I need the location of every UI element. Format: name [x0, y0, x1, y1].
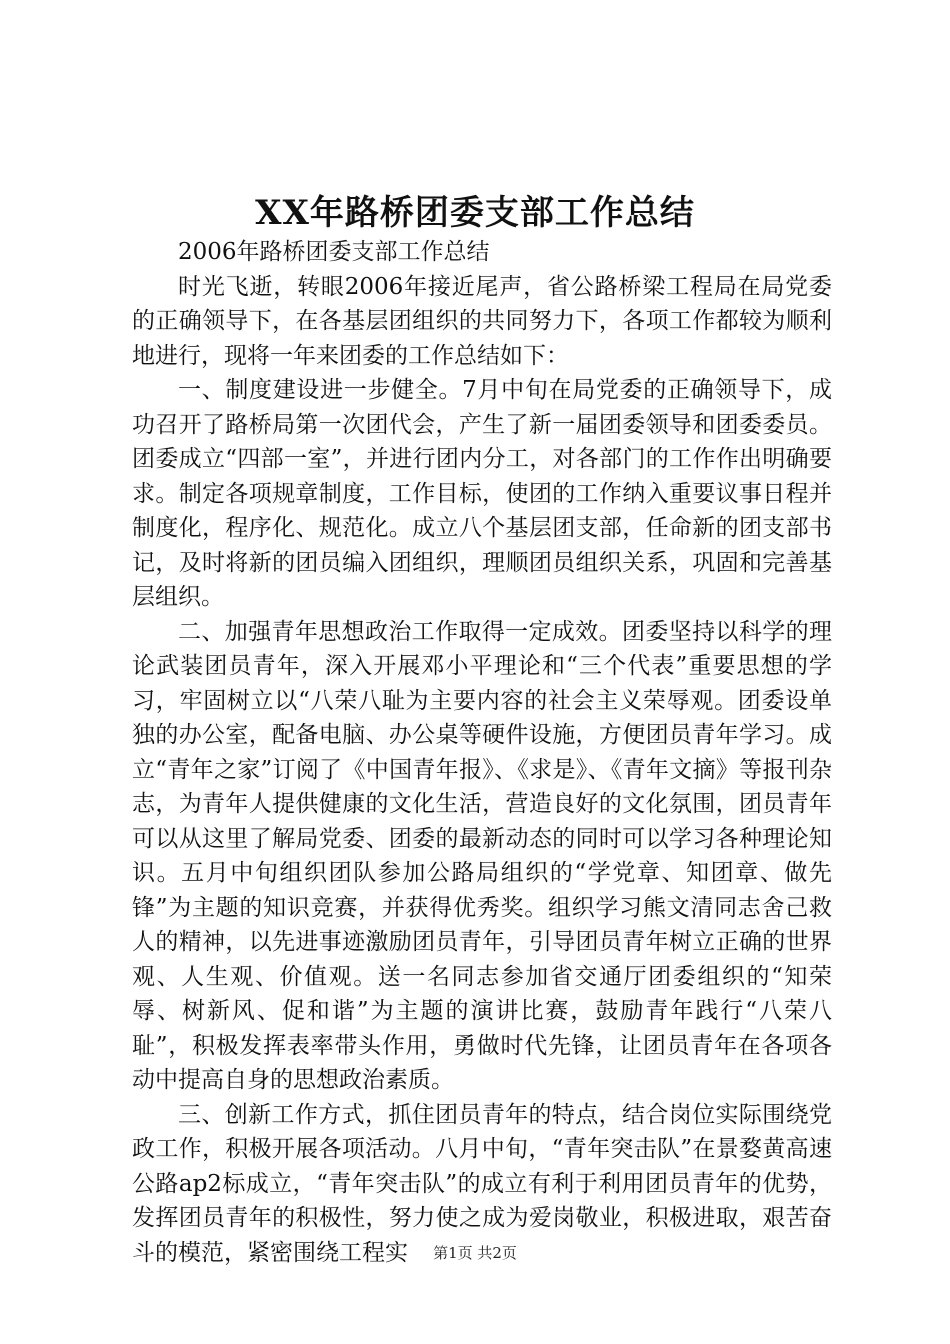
- paragraph-section-3: 三、创新工作方式，抓住团员青年的特点，结合岗位实际围绕党政工作，积极开展各项活动。八月中旬，“青年突击队”在景婺黄高速公路ap2标成立，“青年突击队”的成立有利于利用团员青年的优势，发挥团员青年的积极性，努力使之成为爱岗敬业，积极进取，艰苦奋斗的模范，紧密围绕工程实: [132, 1101, 832, 1266]
- paragraph-intro: 时光飞逝，转眼2006年接近尾声，省公路桥梁工程局在局党委的正确领导下，在各基层团组织的共同努力下，各项工作都较为顺利地进行，现将一年来团委的工作总结如下：: [132, 273, 832, 369]
- paragraph-section-2: 二、加强青年思想政治工作取得一定成效。团委坚持以科学的理论武装团员青年，深入开展邓小平理论和“三个代表”重要思想的学习，牢固树立以“八荣八耻为主要内容的社会主义荣辱观。团委设单独的办公室，配备电脑、办公桌等硬件设施，方便团员青年学习。成立“青年之家”订阅了《中国青年报》、《求是》、《青年文摘》等报刊杂志，为青年人提供健康的文化生活，营造良好的文化氛围，团员青年可以从这里了解局党委、团委的最新动态的同时可以学习各种理论知识。五月中旬组织团队参加公路局组织的“学党章、知团章、做先锋”为主题的知识竞赛，并获得优秀奖。组织学习熊文清同志舍己救人的精神，以先进事迹激励团员青年，引导团员青年树立正确的世界观、人生观、价值观。送一名同志参加省交通厅团委组织的“知荣辱、树新风、促和谐”为主题的演讲比赛，鼓励青年践行“八荣八耻”，积极发挥表率带头作用，勇做时代先锋，让团员青年在各项各动中提高自身的思想政治素质。: [132, 618, 832, 1093]
- paragraph-section-1: 一、制度建设进一步健全。7月中旬在局党委的正确领导下，成功召开了路桥局第一次团代会，产生了新一届团委领导和团委委员。团委成立“四部一室”，并进行团内分工，对各部门的工作作出明确要求。制定各项规章制度，工作目标，使团的工作纳入重要议事日程并制度化，程序化、规范化。成立八个基层团支部，任命新的团支部书记，及时将新的团员编入团组织，理顺团员组织关系，巩固和完善基层组织。: [132, 377, 832, 610]
- paragraph-subtitle: 2006年路桥团委支部工作总结: [178, 239, 490, 265]
- document-title: XX年路桥团委支部工作总结: [255, 193, 695, 233]
- document-body: [132, 235, 832, 1270]
- page-number-footer: 第1页 共2页: [433, 1244, 517, 1262]
